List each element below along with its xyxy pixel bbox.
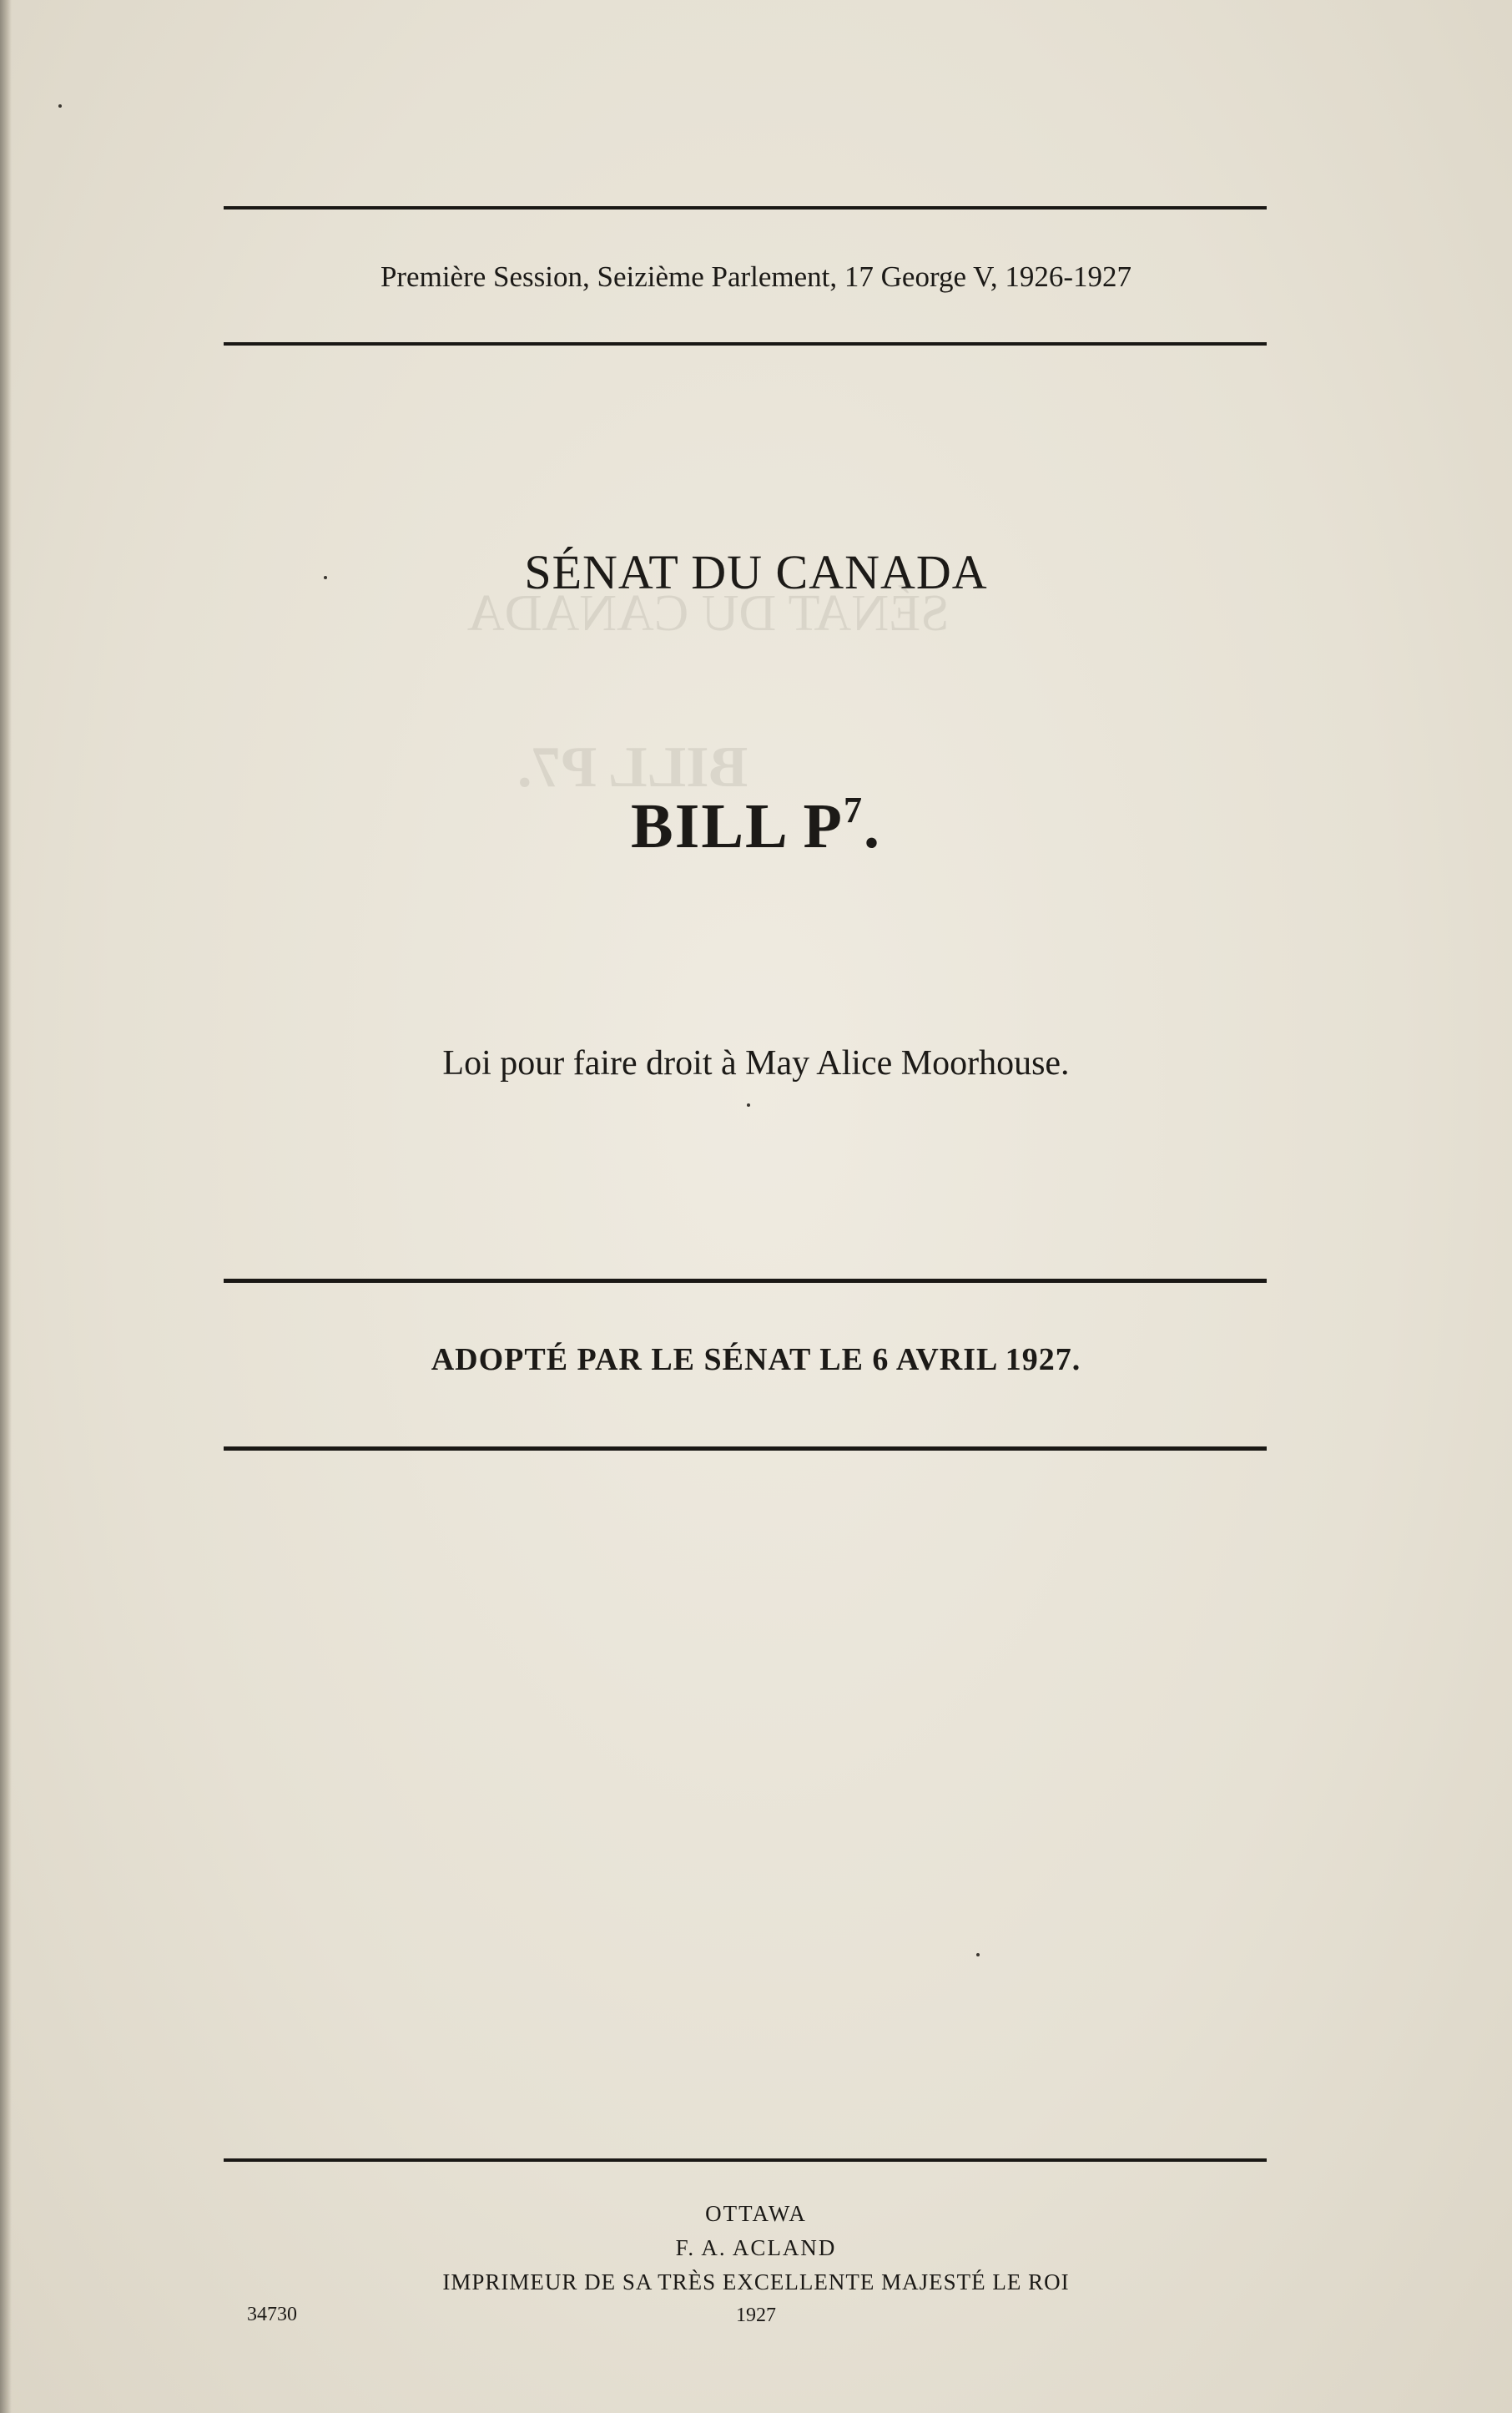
printer-name: F. A. ACLAND (675, 2235, 837, 2260)
bill-subject: Loi pour faire droit à May Alice Moorhouse. (442, 1044, 1070, 1083)
paper-speck (747, 1103, 750, 1107)
bleed-through-text: BILL P7. (517, 735, 748, 800)
session-rule (224, 342, 1267, 346)
print-year: 1927 (736, 2304, 776, 2326)
bill-period: . (863, 791, 881, 861)
bill-superscript: 7 (843, 790, 864, 830)
session-line: Première Session, Seizième Parlement, 17 George V, 1926-1927 (380, 260, 1132, 293)
page-edge-shadow (0, 0, 12, 2413)
adopted-top-rule (224, 1279, 1267, 1283)
footer-rule (224, 2158, 1267, 2162)
printer-title: IMPRIMEUR DE SA TRÈS EXCELLENTE MAJESTÉ LE ROI (442, 2269, 1070, 2294)
print-number: 34730 (247, 2304, 297, 2325)
bill-number (0, 789, 1512, 864)
bleed-through-text: SÉNAT DU CANADA (467, 585, 950, 642)
paper-speck (324, 576, 327, 579)
bill-label: BILL P (631, 791, 844, 861)
senate-heading: SÉNAT DU CANADA (524, 545, 988, 599)
printer-city: OTTAWA (705, 2201, 807, 2226)
top-rule (224, 206, 1267, 209)
adopted-bottom-rule (224, 1446, 1267, 1451)
paper-speck (976, 1953, 980, 1956)
paper-speck (58, 104, 62, 108)
adoption-status: ADOPTÉ PAR LE SÉNAT LE 6 AVRIL 1927. (431, 1342, 1081, 1377)
